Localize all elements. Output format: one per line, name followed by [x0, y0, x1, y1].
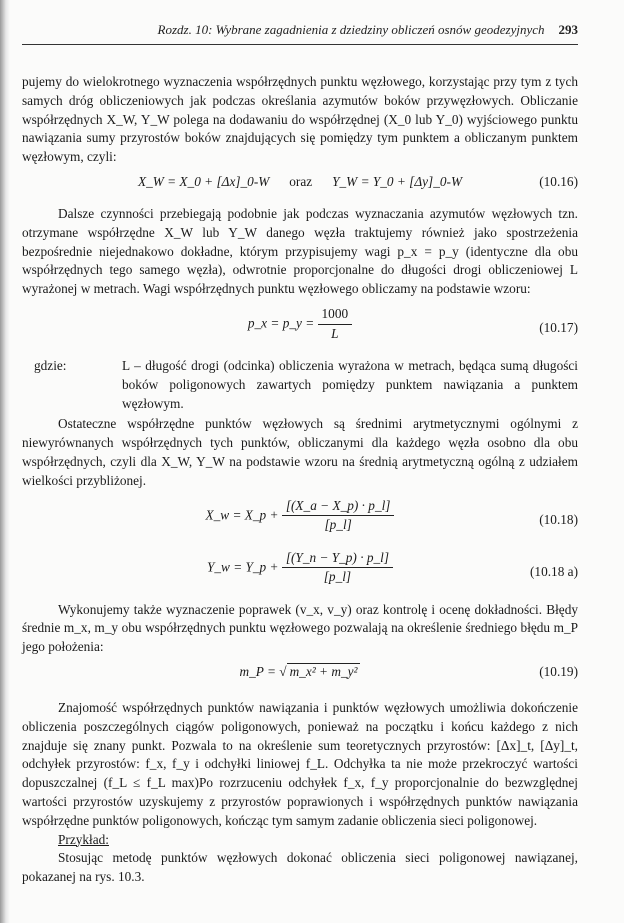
equation-number-10-18: (10.18): [539, 511, 578, 527]
paragraph-2: Dalsze czynności przebiegają podobnie jak podczas wyznaczania azymutów węzłowych tzn. otrzymane współrzędne X_W lub Y_W danego węzła traktujemy również jako spostrzeżenia bezpośrednie niejednakowo dokładne, którym przypisujemy wagi p_x = p_y (identyczne dla obu współrzędnych tego samego węzła), odwrotnie proporcjonalne do długości drogi obliczeniowej L wyrażonej w metrach. Wagi współrzędnych punktu węzłowego obliczamy na podstawie wzoru:: [22, 205, 578, 297]
fraction-numerator: 1000: [318, 305, 353, 325]
page-number: 293: [558, 22, 578, 37]
equation-number-10-17: (10.17): [539, 319, 578, 335]
equation-10-16-left: X_W = X_0 + [Δx]_0-W: [137, 173, 270, 189]
paragraph-6: Stosując metodę punktów węzłowych dokonać obliczenia sieci poligonowej nawiązanej, pokazanej na rys. 10.3.: [22, 850, 578, 885]
example-label: Przykład:: [58, 831, 109, 847]
header-rule: [22, 44, 578, 45]
definition-L: L – długość drogi (odcinka) obliczenia wyrażona w metrach, będąca sumą długości boków poligonowych zawartych pomiędzy punktem nawiązania a punktem węzłowym.: [122, 357, 578, 411]
fraction-denominator: L: [331, 325, 339, 341]
equation-10-17-lhs: p_x = p_y =: [247, 315, 315, 331]
gdzie-label: gdzie:: [34, 357, 67, 373]
paragraph-5: Znajomość współrzędnych punktów nawiązania i punktów węzłowych umożliwia dokończenie obliczenia poszczególnych ciągów poligonowych, ponieważ na początku i końcu każdego z nich znajduje się znany punkt. Pozwala to na określenie sum teoretycznych przyrostów: [Δx]_t, [Δy]_t, odchyłek przyrostów: f_x, f_y i odchyłki liniowej f_L. Odchyłka ta nie może przekroczyć wartości dopuszczalnej (f_L ≤ f_L max)Po rozrzuceniu odchyłek f_x, f_y proporcjonalnie do bezwzględnej wartości przyrostów uzyskujemy z przyrostów poprawionych i współrzędnych punktów nawiązania współrzędne punktów poligonowych, kończąc tym samym zadanie obliczenia sieci poligonowej.: [22, 699, 578, 828]
fraction: [282, 497, 395, 536]
equation-10-17: [22, 305, 578, 351]
equation-number-10-19: (10.19): [539, 663, 578, 679]
equation-10-16: [22, 173, 578, 199]
fraction-numerator: [(Y_n − Y_p) · p_l]: [282, 549, 393, 569]
running-title: Rozdz. 10: Wybrane zagadnienia z dziedziny obliczeń osnów geodezyjnych: [157, 22, 545, 37]
equation-number-10-18a: (10.18 a): [530, 563, 578, 579]
equation-10-19-lhs: m_P =: [239, 663, 276, 679]
fraction-numerator: [(X_a − X_p) · p_l]: [282, 497, 395, 517]
equation-10-18a: [22, 549, 578, 595]
page-gutter-shadow: [0, 0, 10, 923]
equation-10-18-lhs: X_w = X_p +: [205, 506, 279, 522]
equation-10-18a-lhs: Y_w = Y_p +: [206, 558, 279, 574]
paragraph-1: pujemy do wielokrotnego wyznaczenia współrzędnych punktu węzłowego, korzystając przy tym z tych samych dróg obliczeniowych jak podczas określania azymutów boków przywęzłowych. Obliczanie współrzędnych X_W, Y_W polega na dodawaniu do współrzędnej (X_0 lub Y_0) wyjściowego punktu nawiązania sumy przyrostów boków znajdujących się pomiędzy tym punktem a obliczanym punktem węzłowym, czyli:: [22, 74, 578, 165]
page-body: [22, 73, 578, 887]
equation-number-10-16: (10.16): [539, 173, 578, 189]
radicand: m_x² + m_y²: [287, 663, 361, 679]
equation-10-16-right: Y_W = Y_0 + [Δy]_0-W: [332, 173, 463, 189]
fraction-denominator: [p_l]: [323, 569, 352, 585]
paragraph-3: Ostateczne współrzędne punktów węzłowych są średnimi arytmetycznymi ogólnymi z niewyrównanych współrzędnych tych punktów, obliczanymi dla każdego węzła osobno dla obu współrzędnych, czyli dla X_W, Y_W na podstawie wzoru na średnią arytmetyczną ogólną z udziałem wielkości przybliżonej.: [22, 416, 578, 488]
running-header: [22, 22, 578, 38]
example-heading: [22, 831, 578, 850]
equation-10-16-mid: oraz: [289, 173, 313, 189]
sqrt-sign-icon: √: [279, 663, 287, 679]
fraction: [282, 549, 393, 588]
equation-10-19: [22, 663, 578, 693]
paragraph-4: Wykonujemy także wyznaczenie poprawek (v_x, v_y) oraz kontrolę i ocenę dokładności. Błędy średnie m_x, m_y obu współrzędnych punktu węzłowego pozwalają na określenie średniego błędu m_P jego położenia:: [22, 601, 578, 655]
fraction-denominator: [p_l]: [324, 517, 352, 533]
equation-10-18: [22, 497, 578, 543]
definition-block: [22, 357, 578, 413]
fraction: [318, 305, 353, 344]
